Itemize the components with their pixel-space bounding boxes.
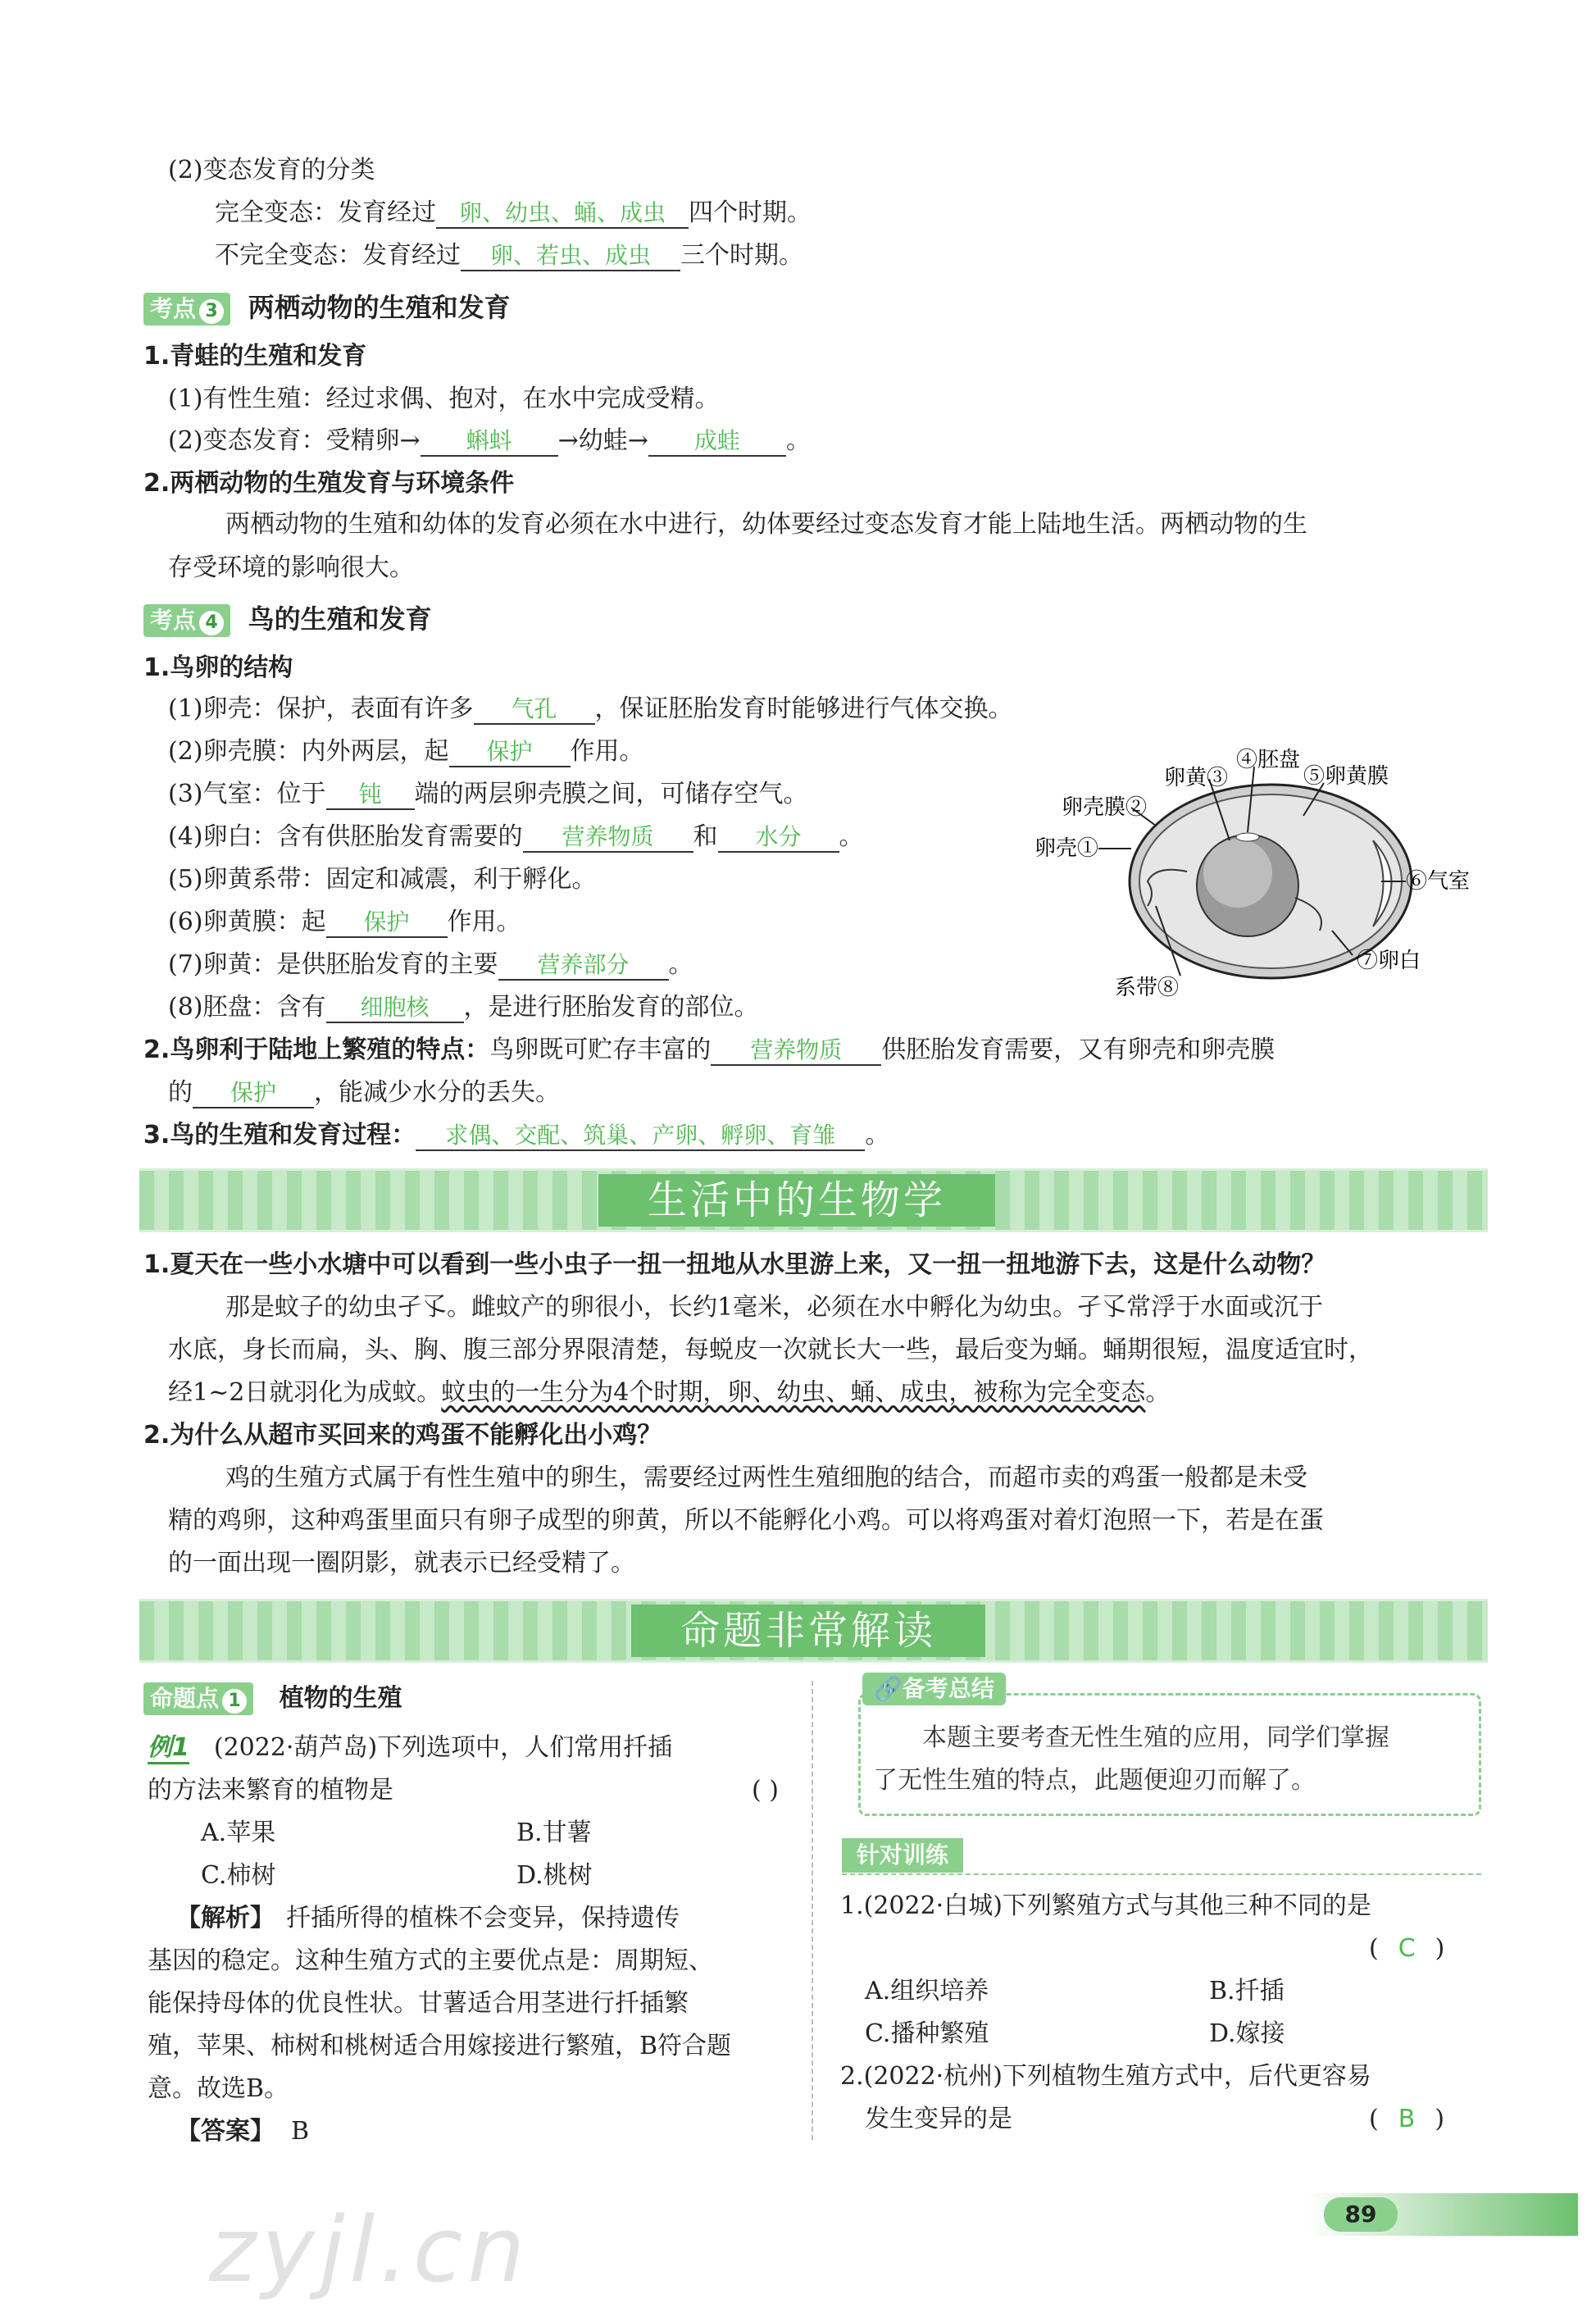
kp4-header (143, 603, 432, 637)
answer-blank: 成蛙 (648, 427, 786, 457)
label-shell-membrane: 卵壳膜② (1062, 795, 1148, 820)
mt-tag: 命题点 1 (143, 1682, 253, 1715)
egg-line-8: (8)胚盘：含有 细胞核 ，是进行胚胎发育的部位。 (168, 993, 759, 1022)
training-q1-answer: ( C ) (1369, 1934, 1445, 1963)
training-rule (842, 1873, 1481, 1875)
training-q1-option-c: C.播种繁殖 (865, 2019, 989, 2048)
analysis-line2: 基因的稳定。这种生殖方式的主要优点是：周期短、 (148, 1946, 713, 1975)
answer-blank: 细胞核 (326, 994, 464, 1023)
kp-tag: 考点 3 (143, 293, 230, 325)
banner-life-biology (139, 1168, 1488, 1232)
label-chalaza: 系带⑧ (1115, 976, 1180, 1000)
answer-blank: 水分 (718, 823, 839, 853)
answer-blank: 气孔 (474, 695, 595, 725)
kp3-sub1: 1.青蛙的生殖和发育 (143, 342, 367, 371)
egg-line-6: (6)卵黄膜：起 保护 作用。 (168, 908, 521, 936)
analysis-line5: 意。故选B。 (148, 2074, 289, 2103)
page-number: 89 (1324, 2197, 1398, 2232)
egg-line-2: (2)卵壳膜：内外两层，起 保护 作用。 (168, 737, 644, 766)
life-q1: 1.夏天在一些小水塘中可以看到一些小虫子一扭一扭地从水里游上来，又一扭一扭地游下去，这是什么动物？ (143, 1250, 1326, 1279)
yolk-highlight (1203, 839, 1272, 908)
analysis-line3: 能保持母体的优良性状。甘薯适合用茎进行扦插繁 (148, 1989, 689, 2018)
egg-line-1: (1)卵壳：保护，表面有许多 气孔 ，保证胚胎发育时能够进行气体交换。 (168, 694, 1013, 723)
analysis-line1: 【解析】 扦插所得的植株不会变异，保持遗传 (176, 1904, 680, 1932)
training-q1-option-a: A.组织培养 (865, 1977, 989, 2005)
answer-blank: 保护 (193, 1079, 314, 1108)
kp-tag: 考点 4 (143, 604, 230, 637)
banner-title: 生活中的生物学 (598, 1174, 995, 1227)
kp3-line1: (1)有性生殖：经过求偶、抱对，在水中完成受精。 (168, 385, 720, 413)
banner-title: 命题非常解读 (631, 1605, 985, 1657)
tip-line2: 了无性生殖的特点，此题便迎刃而解了。 (873, 1766, 1316, 1795)
option-b: B.甘薯 (516, 1819, 592, 1847)
link-icon: 🔗 (874, 1675, 903, 1702)
life-a2-line2: 精的鸡卵，这种鸡蛋里面只有卵子成型的卵黄，所以不能孵化小鸡。可以将鸡蛋对着灯泡照一下，若是在蛋 (168, 1506, 1324, 1535)
label-germinal-disc: ④胚盘 (1236, 748, 1301, 772)
column-divider (812, 1681, 813, 2140)
kp3-line2: (2)变态发育：受精卵→ 蝌蚪 →幼蛙→ 成蛙 。 (168, 426, 811, 455)
incomplete-metamorphosis-line: 不完全变态：发育经过 卵、若虫、成虫 三个时期。 (215, 241, 803, 270)
training-q2-answer: ( B ) (1369, 2105, 1445, 2133)
training-q1-option-b: B.扦插 (1209, 1977, 1285, 2005)
complete-metamorphosis-line: 完全变态：发育经过 卵、幼虫、蛹、成虫 四个时期。 (215, 198, 812, 227)
kp3-para-line1: 两栖动物的生殖和幼体的发育必须在水中进行，幼体要经过变态发育才能上陆地生活。两栖动物的生 (225, 510, 1307, 539)
training-q1: 1.(2022·白城)下列繁殖方式与其他三种不同的是 (840, 1891, 1371, 1920)
kp4-sub2-line1: 2.鸟卵利于陆地上繁殖的特点：鸟卵既可贮存丰富的 营养物质 供胚胎发育需要，又有卵壳和卵壳膜 (143, 1036, 1275, 1064)
answer-blank: 蝌蚪 (421, 427, 558, 457)
egg-line-3: (3)气室：位于 钝 端的两层卵壳膜之间，可储存空气。 (168, 780, 808, 808)
answer-blank: 保护 (449, 738, 571, 767)
kp3-header (143, 291, 511, 325)
life-a1-line3: 经1~2日就羽化为成蚊。蚊虫的一生分为4个时期，卵、幼虫、蛹、成虫，被称为完全变态。 (168, 1378, 1171, 1407)
kp4-title: 鸟的生殖和发育 (248, 603, 432, 635)
kp4-sub1: 1.鸟卵的结构 (143, 653, 293, 682)
egg-line-5: (5)卵黄系带：固定和减震，利于孵化。 (168, 865, 597, 894)
training-q2-line2: 发生变异的是 (865, 2105, 1012, 2133)
label-air-cell: ⑥气室 (1406, 869, 1471, 894)
life-a1-line2: 水底，身长而扁，头、胸、腹三部分界限清楚，每蜕皮一次就长大一些，最后变为蛹。蛹期很短，温度适宜时， (168, 1336, 1373, 1364)
example-tag: 例1 (148, 1733, 189, 1764)
life-q2: 2.为什么从超市买回来的鸡蛋不能孵化出小鸡？ (143, 1421, 662, 1450)
training-q1-option-d: D.嫁接 (1209, 2019, 1285, 2048)
label-yolk-membrane: ⑤卵黄膜 (1303, 764, 1389, 789)
answer-blank: 求偶、交配、筑巢、产卵、孵卵、育雏 (416, 1122, 865, 1151)
answer-blank: 钝 (326, 781, 415, 810)
option-d: D.桃树 (516, 1861, 593, 1890)
answer-blank: 营养物质 (711, 1036, 881, 1066)
kp3-para-line2: 存受环境的影响很大。 (168, 553, 414, 582)
option-c: C.柿树 (201, 1861, 276, 1890)
life-a2-line1: 鸡的生殖方式属于有性生殖中的卵生，需要经过两性生殖细胞的结合，而超市卖的鸡蛋一般都是未受 (225, 1463, 1307, 1492)
kp4-sub3: 3.鸟的生殖和发育过程： 求偶、交配、筑巢、产卵、孵卵、育雏 。 (143, 1121, 890, 1149)
training-header: 针对训练 (842, 1838, 963, 1873)
egg-line-7: (7)卵黄：是供胚胎发育的主要 营养部分 。 (168, 950, 693, 979)
answer-line: 【答案】 B (176, 2117, 310, 2146)
kp3-sub2: 2.两栖动物的生殖发育与环境条件 (143, 469, 515, 498)
tip-line1: 本题主要考查无性生殖的应用，同学们掌握 (922, 1723, 1389, 1752)
kp4-sub2-line2: 的 保护 ，能减少水分的丢失。 (168, 1078, 560, 1107)
tip-header: 🔗备考总结 (862, 1673, 1006, 1705)
label-yolk: 卵黄③ (1164, 766, 1229, 790)
label-albumen: ⑦卵白 (1357, 949, 1421, 973)
life-a2-line3: 的一面出现一圈阴影，就表示已经受精了。 (168, 1549, 635, 1577)
tip-box (858, 1693, 1481, 1816)
option-a: A.苹果 (201, 1819, 276, 1847)
answer-blank: 卵、幼虫、蛹、成虫 (436, 199, 689, 229)
egg-structure-diagram (1033, 742, 1508, 1013)
label-shell: 卵壳① (1034, 836, 1099, 861)
mt1-header (143, 1682, 402, 1715)
germinal-disc (1236, 833, 1259, 841)
answer-blank: 营养物质 (523, 823, 693, 853)
kp3-title: 两栖动物的生殖和发育 (248, 292, 511, 323)
morph-heading: (2)变态发育的分类 (168, 156, 375, 184)
example-question-line1: 例1 (2022·葫芦岛)下列选项中，人们常用扦插 (148, 1732, 672, 1764)
life-a1-line1: 那是蚊子的幼虫孑孓。雌蚊产的卵很小，长约1毫米，必须在水中孵化为幼虫。孑孓常浮于水面或沉于 (225, 1293, 1324, 1322)
example-question-line2: 的方法来繁育的植物是 ( ) (148, 1776, 779, 1805)
answer-blank: 营养部分 (498, 951, 669, 981)
egg-line-4: (4)卵白：含有供胚胎发育需要的 营养物质 和 水分 。 (168, 822, 864, 851)
training-q2-line1: 2.(2022·杭州)下列植物生殖方式中，后代更容易 (840, 2062, 1371, 2091)
answer-blank: 保护 (326, 908, 448, 938)
mt1-title: 植物的生殖 (279, 1684, 402, 1713)
answer-blank: 卵、若虫、成虫 (461, 242, 680, 271)
banner-proposition (139, 1599, 1488, 1663)
watermark: zyjl.cn (209, 2197, 530, 2302)
analysis-line4: 殖，苹果、柿树和桃树适合用嫁接进行繁殖，B符合题 (148, 2032, 732, 2060)
